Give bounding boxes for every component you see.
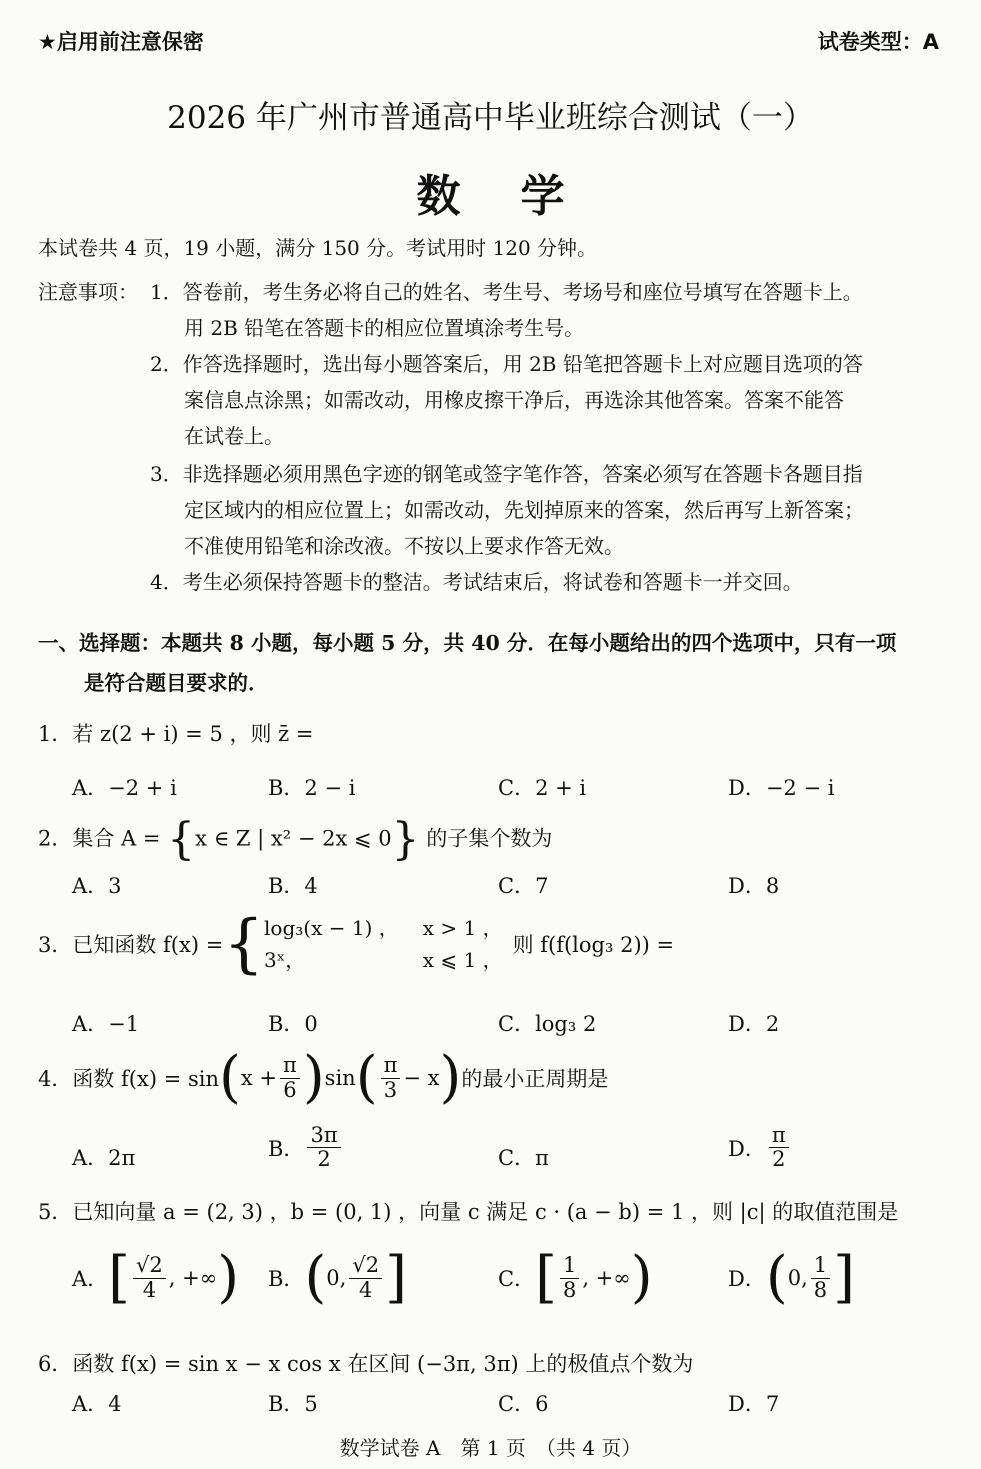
question-4-stem: [38, 1045, 609, 1110]
frac-numerator: π: [280, 1054, 300, 1078]
paren-right-icon: ): [217, 1245, 240, 1310]
piecewise-brace-icon: {: [223, 907, 265, 981]
option-tail: , +∞: [582, 1266, 631, 1290]
subject-title: 数学: [416, 171, 625, 222]
option-fraction: [811, 1254, 830, 1301]
question-1-stem: 1．若 z(2 + i) = 5 ，则 z̄ =: [38, 722, 314, 746]
question-3-stem: [38, 907, 675, 981]
q3-option-c: C．log₃ 2: [498, 1012, 597, 1036]
frac-denominator: 3: [383, 1077, 398, 1102]
paper-type: 试卷类型：A: [817, 30, 939, 54]
q3-pieces: [264, 912, 399, 976]
q3-piece-2: 3ˣ，: [264, 948, 306, 972]
note-line: 3．非选择题必须用黑色字迹的钢笔或签字笔作答，答案必须写在答题卡各题目指: [150, 462, 863, 486]
page-footer: 数学试卷 A 第 1 页 （共 4 页）: [339, 1436, 642, 1460]
option-label: B．: [268, 1136, 305, 1161]
q4-stem-pre: 4．函数 f(x) = sin: [38, 1067, 220, 1091]
q5-option-b: [268, 1245, 407, 1310]
q2-option-b: B．4: [268, 874, 318, 898]
bracket-right-icon: ]: [385, 1245, 407, 1310]
q4-stem-post: 的最小正周期是: [461, 1067, 609, 1091]
q4-option-c: C．π: [498, 1146, 549, 1170]
question-2-stem: [38, 814, 553, 865]
frac-denominator: 2: [772, 1147, 786, 1172]
q5-option-d: [728, 1245, 855, 1310]
frac-numerator: √2: [349, 1254, 382, 1278]
note-line: 在试卷上。: [184, 424, 284, 448]
q2-option-c: C．7: [498, 874, 549, 898]
q2-stem-post: 的子集个数为: [426, 826, 553, 851]
option-head: 0,: [326, 1266, 347, 1290]
q2-set: x ∈ Z | x² − 2x ⩽ 0: [195, 826, 392, 851]
q3-conditions: [423, 912, 503, 976]
q2-option-d: D．8: [728, 874, 780, 898]
note-line: 案信息点涂黑；如需改动，用橡皮擦干净后，再选涂其他答案。答案不能答: [184, 388, 844, 412]
option-label: C．: [498, 1267, 536, 1291]
frac-numerator: π: [769, 1124, 789, 1148]
q4-option-a: A．2π: [72, 1146, 136, 1170]
q6-option-d: D．7: [728, 1392, 780, 1416]
frac-denominator: 8: [562, 1277, 577, 1302]
paren-right-icon: ): [439, 1045, 462, 1110]
q1-option-a: A．−2 + i: [72, 776, 177, 800]
q3-option-b: B．0: [268, 1012, 318, 1036]
q4-frac-pi-3: [381, 1054, 401, 1101]
exam-title: 2026 年广州市普通高中毕业班综合测试（一）: [167, 100, 814, 136]
frac-denominator: 8: [813, 1277, 828, 1302]
q3-option-a: A．−1: [72, 1012, 140, 1036]
right-brace-icon: }: [391, 814, 420, 865]
q3-option-d: D．2: [728, 1012, 780, 1036]
note-line: 定区域内的相应位置上；如需改动，先划掉原来的答案，然后再写上新答案；: [184, 498, 864, 522]
q6-option-c: C．6: [498, 1392, 549, 1416]
q3-cond-1: x > 1 ，: [422, 916, 503, 940]
paren-left-icon: (: [765, 1245, 788, 1310]
frac-denominator: 6: [283, 1077, 297, 1102]
note-line: 用 2B 铅笔在答题卡的相应位置填涂考生号。: [184, 316, 585, 340]
q1-option-c: C．2 + i: [498, 776, 587, 800]
option-label: A．: [72, 1267, 109, 1291]
frac-denominator: 4: [142, 1277, 157, 1302]
option-fraction: [133, 1254, 166, 1301]
option-fraction: [560, 1254, 579, 1301]
q3-stem-pre: 3．已知函数 f(x) =: [38, 933, 224, 957]
bracket-right-icon: ]: [833, 1245, 855, 1310]
note-line: 1．答卷前，考生务必将自己的姓名、考生号、考场号和座位号填写在答题卡上。: [150, 280, 863, 304]
frac-denominator: 2: [317, 1147, 331, 1172]
q5-option-a: [72, 1245, 240, 1310]
q1-option-b: B．2 − i: [268, 776, 356, 800]
q2-option-a: A．3: [72, 874, 122, 898]
note-line: 4．考生必须保持答题卡的整洁。考试结束后，将试卷和答题卡一并交回。: [150, 570, 803, 594]
q6-option-a: A．4: [72, 1392, 122, 1416]
q4-option-d: [728, 1124, 792, 1171]
note-line: 不准使用铅笔和涂改液。不按以上要求作答无效。: [184, 534, 624, 558]
q4-arg1: x +: [240, 1066, 277, 1090]
frac-numerator: 1: [560, 1254, 579, 1278]
option-head: 0,: [787, 1266, 808, 1290]
option-fraction: [349, 1254, 382, 1301]
option-fraction: [307, 1124, 340, 1171]
paren-left-icon: (: [304, 1245, 327, 1310]
q3-stem-post: 则 f(f(log₃ 2)) =: [512, 933, 675, 957]
q4-sin: sin: [324, 1066, 356, 1090]
left-brace-icon: {: [167, 814, 196, 865]
option-label: B．: [268, 1267, 305, 1291]
option-label: D．: [728, 1136, 766, 1161]
frac-numerator: 1: [811, 1254, 830, 1278]
q2-stem-pre: 2．集合 A =: [38, 826, 161, 851]
paren-right-icon: ): [302, 1045, 325, 1110]
q5-option-c: [498, 1245, 653, 1310]
note-line: 2．作答选择题时，选出每小题答案后，用 2B 铅笔把答题卡上对应题目选项的答: [150, 352, 863, 376]
confidential-mark: ★启用前注意保密: [38, 30, 204, 54]
q4-option-b: [268, 1124, 344, 1171]
section-heading: 一、选择题：本题共 8 小题，每小题 5 分，共 40 分．在每小题给出的四个选项中，只有一项: [38, 631, 897, 655]
section-heading-cont: 是符合题目要求的．: [84, 671, 269, 695]
frac-numerator: √2: [133, 1254, 166, 1278]
paren-left-icon: (: [355, 1045, 378, 1110]
bracket-left-icon: [: [535, 1245, 557, 1310]
question-6-stem: 6．函数 f(x) = sin x − x cos x 在区间 (−3π, 3π) 上的极值点个数为: [38, 1352, 694, 1376]
frac-numerator: π: [381, 1054, 401, 1078]
q4-arg2: − x: [403, 1066, 440, 1090]
option-label: D．: [728, 1267, 766, 1291]
question-5-stem: 5．已知向量 a = (2, 3) ，b = (0, 1) ，向量 c 满足 c · (a − b) = 1 ，则 |c| 的取值范围是: [38, 1200, 899, 1224]
frac-numerator: 3π: [307, 1124, 340, 1148]
option-fraction: [769, 1124, 789, 1171]
q1-option-d: D．−2 − i: [728, 776, 835, 800]
q3-piece-1: log₃(x − 1) ，: [264, 916, 399, 940]
frac-denominator: 4: [359, 1277, 373, 1302]
q4-frac-pi-6: [280, 1054, 300, 1101]
option-tail: , +∞: [168, 1266, 218, 1290]
q3-cond-2: x ⩽ 1 ，: [422, 948, 503, 972]
intro-text: 本试卷共 4 页，19 小题，满分 150 分。考试用时 120 分钟。: [38, 236, 598, 260]
paren-right-icon: ): [630, 1245, 653, 1310]
bracket-left-icon: [: [108, 1245, 131, 1310]
paren-left-icon: (: [219, 1045, 241, 1110]
notes-label: 注意事项：: [38, 280, 138, 304]
q6-option-b: B．5: [268, 1392, 318, 1416]
